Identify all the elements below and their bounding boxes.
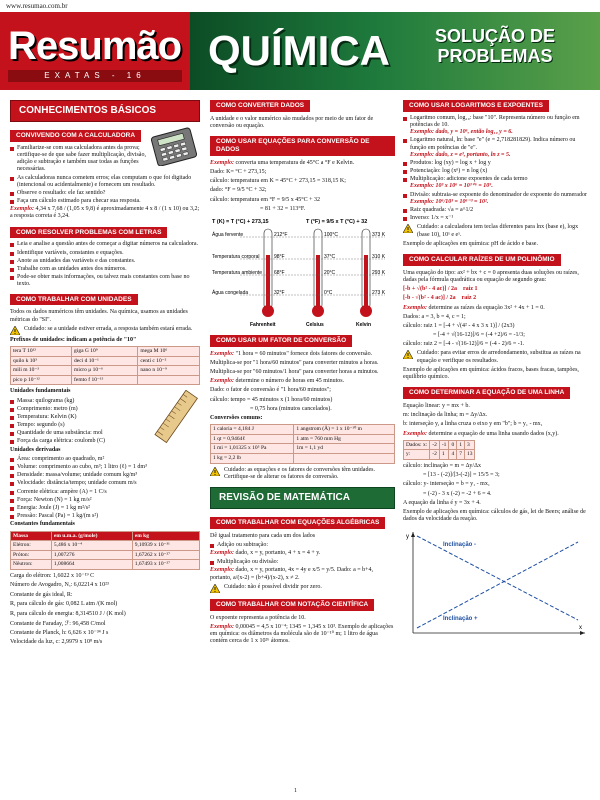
- list-item: [403, 137, 590, 159]
- factor-line: Multiplica-se por "60 minutos/1 hora" para converter horas a minutos.: [210, 369, 379, 376]
- example-text: determine o número de horas em 45 minutos.: [235, 378, 345, 385]
- log-item-text: Divisão: subtraia-se expoente do denominador de expoente do numerador: [410, 191, 587, 198]
- brand-block: [0, 12, 190, 90]
- column-2: [210, 100, 395, 647]
- example-text: dado, x = y, portanto, 4x = 4y e x/5 = y/5. Dado: a = b+4, portanto, a/(x-2) = (b+4)/(x-2), x ≠ 2.: [210, 567, 374, 581]
- factor-calc: cálculo: tempo = 45 minutos x (1 hora/60 minutos): [210, 396, 333, 403]
- list-item: Leia e analise a questão antes de começar a digitar números na calculadora.: [10, 241, 200, 248]
- table-cell: mili m 10⁻³: [11, 366, 72, 376]
- list-item: Produtos: log (xy) = log x + log y: [403, 160, 590, 167]
- list-item: As calculadoras nunca cometem erros; elas computam o que foi digitado (intencional ou acidentalmente) e fornecem um resultado.: [10, 175, 200, 189]
- formula-text: [-b + √(b² - 4 ac)] / 2a: [403, 286, 458, 293]
- alg-example-1: [210, 550, 395, 557]
- planck-constant: Constante de Planck, h: 6,626 x 10⁻³⁴ J s: [10, 630, 109, 637]
- table-cell: giga G 10⁹: [72, 346, 138, 356]
- table-cell: micro μ 10⁻⁶: [72, 366, 138, 376]
- units-box-title: COMO TRABALHAR COM UNIDADES: [10, 294, 138, 306]
- negative-slope-label: Inclinação -: [443, 542, 477, 549]
- therm-name: Celsius: [306, 321, 324, 328]
- warning-icon: [210, 467, 220, 476]
- table-cell: 1,007276: [51, 550, 132, 560]
- table-cell: 1: [457, 440, 465, 450]
- x-axis-arrow: [580, 631, 585, 635]
- table-header-row: [11, 531, 200, 541]
- electron-charge: Carga do elétron: 1,6022 x 10⁻¹⁹ C: [10, 572, 95, 579]
- warning-text: Cuidado: não é possível dividir por zero.: [224, 583, 322, 590]
- list-item: Força: Newton (N) = 1 kg m/s²: [10, 497, 200, 504]
- line-application: Exemplo de aplicações em química: cálculos de gás, lei de Beers; análise de dados da velocidade da reação.: [403, 508, 586, 523]
- column-1: [10, 100, 200, 648]
- table-cell: deci d 10⁻¹: [72, 356, 138, 366]
- subtitle-line-1: SOLUÇÃO DE: [434, 26, 555, 46]
- list-item: Pode-se obter mais informações, ou talvez mais constantes com base no texto.: [10, 274, 200, 288]
- avogadro-number: Número de Avogadro, Nₐ: 6,02214 x 10²³: [10, 582, 109, 589]
- roots-box-title: COMO CALCULAR RAÍZES DE UM POLINÔMIO: [403, 254, 561, 266]
- table-cell: 1: [439, 450, 449, 460]
- table-cell: femto f 10⁻¹⁵: [72, 375, 138, 385]
- table-cell: tera T 10¹²: [11, 346, 72, 356]
- subtitle-line-2: PROBLEMAS: [437, 46, 553, 66]
- list-item: Familiarize-se com sua calculadora antes da prova; certifique-se de que sabe fazer multiplicação, divisão, adição e subtração e também usar todas as funções necessárias.: [10, 145, 200, 174]
- list-item: [403, 176, 590, 190]
- list-item: Velocidade: distância/tempo; unidade comum m/s: [10, 480, 200, 487]
- list-item: Potenciação: log (xⁿ) = n log (x): [403, 168, 590, 175]
- table-cell: 0: [449, 440, 457, 450]
- derived-list: [10, 456, 200, 521]
- alg-list: [210, 542, 395, 549]
- log-box-title: COMO USAR LOGARITMOS E EXPOENTES: [403, 100, 549, 112]
- list-item: Área: comprimento ao quadrado, m²: [10, 456, 200, 463]
- roots-data: Dados: a = 3, b = 4, c = 1;: [403, 313, 466, 320]
- table-cell: [294, 453, 395, 463]
- therm-label: Temperatura corporal: [212, 253, 260, 260]
- convert-box-title: COMO CONVERTER DADOS: [210, 100, 310, 112]
- list-item: Inverso: 1/x = x⁻¹: [403, 215, 590, 222]
- log-item-text: Multiplicação: adicione expoentes de cada termo: [410, 176, 528, 183]
- line-equation: Equação linear: y = mx + b.: [403, 403, 470, 410]
- line-calc: cálculo: inclinação = m = Δy/Δx: [403, 462, 481, 469]
- example-label: Exemplo:: [210, 350, 234, 357]
- list-item: Comprimento: metro (m): [10, 406, 200, 413]
- list-item: Anote as unidades das variáveis e das constantes.: [10, 258, 200, 265]
- therm-k-value: 293 K: [372, 269, 386, 276]
- root-formula-1: [403, 286, 590, 293]
- therm-f-value: 68°F: [274, 269, 285, 276]
- list-item: Adição ou subtração:: [210, 542, 395, 549]
- table-cell: -1: [439, 440, 449, 450]
- positive-slope-line: [417, 542, 578, 628]
- alg-list-2: [210, 559, 395, 566]
- sci-example: [210, 624, 395, 646]
- factor-box-title: COMO USAR UM FATOR DE CONVERSÃO: [210, 335, 352, 347]
- calc-box-title: CONVIVENDO COM A CALCULADORA: [10, 130, 141, 142]
- factor-warning: [210, 467, 395, 481]
- derived-title: Unidades derivadas: [10, 446, 61, 453]
- page-header: [0, 12, 600, 90]
- gas-constant-title: Constante de gás ideal, R:: [10, 592, 73, 599]
- factor-calc: = 0,75 hora (minutos cancelados).: [250, 405, 332, 412]
- list-item: Temperatura: Kelvin (K): [10, 414, 200, 421]
- alg-box-title: COMO TRABALHAR COM EQUAÇÕES ALGÉBRICAS: [210, 517, 385, 529]
- table-cell: 1,67262 x 10⁻²⁷: [132, 550, 199, 560]
- page-subtitle: [420, 26, 570, 66]
- sci-intro: O expoente representa a potência de 10.: [210, 614, 306, 621]
- formula-label: raiz 1: [463, 286, 478, 293]
- list-item: Energia: Joule (J) = 1 kg m²/s²: [10, 505, 200, 512]
- example-text: determine as raízes da equação 3x² + 4x + 1 = 0.: [428, 304, 545, 311]
- prefix-title: Prefixos de unidades: indicam a potência de "10": [10, 336, 137, 343]
- table-row: [211, 434, 395, 444]
- alg-example-2: [210, 567, 395, 581]
- therm-c-value: 37°C: [324, 253, 336, 260]
- table-cell: 1 mi = 1,01325 x 10⁵ Pa: [211, 444, 294, 454]
- log-item-text: Logaritmo comum, log₁₀: base "10". Representa número ou função em potências de 10.: [410, 114, 580, 128]
- alg-intro: Dê igual tratamento para cada um dos lados: [210, 532, 316, 539]
- list-item: Tempo: segundo (s): [10, 422, 200, 429]
- brand-logo: Resumão: [8, 24, 182, 68]
- convert-text: A unidade e o valor numérico são mudados por meio de um fator de conversão ou equação.: [210, 115, 374, 129]
- example-text: 4,34 x 7,68 / (1,05 x 9,8) é aproximadamente 4 x 8 / (1 x 10) ou 3,2; a resposta correta é 3,24.: [10, 206, 200, 220]
- calc-example: [10, 206, 200, 220]
- const-title: Constantes fundamentais: [10, 521, 75, 528]
- warning-icon: [10, 326, 20, 335]
- table-cell: 1 kg = 2,2 lb: [211, 453, 294, 463]
- list-item: Faça um cálculo estimado para checar sua resposta.: [10, 198, 200, 205]
- table-row: [11, 366, 200, 376]
- table-cell: 1 qt = 0,9464ℓ: [211, 434, 294, 444]
- table-cell: 3: [464, 440, 475, 450]
- x-axis-label: x: [579, 625, 582, 632]
- example-label: Exemplo:: [210, 159, 234, 166]
- line-m: m: inclinação da linha; m = Δy/Δx.: [403, 412, 488, 419]
- common-table: [210, 424, 395, 463]
- log-example: Exemplo: 10³ x 10⁶ = 10³⁺⁶ = 10⁹.: [410, 183, 493, 190]
- table-cell: quilo k 10³: [11, 356, 72, 366]
- warning-icon: [403, 224, 413, 233]
- therm-c-value: 20°C: [324, 269, 336, 276]
- list-item: [403, 115, 590, 137]
- negative-slope-line: [417, 536, 578, 623]
- eq-box-title: COMO USAR EQUAÇÕES PARA CONVERSÃO DE DADOS: [210, 136, 395, 156]
- log-example: Exemplo: dado, z = e³, portanto, ln z = 5.: [410, 151, 511, 158]
- list-item: Raiz quadrada: √a = a^1/2: [403, 207, 590, 214]
- table-row: [11, 550, 200, 560]
- eq-line: cálculo: temperatura em K = 45°C + 273,15 = 318,15 K;: [210, 178, 346, 185]
- therm-k-value: 273 K: [372, 289, 386, 296]
- example-text: "1 hora = 60 minutos" fornece dois fatores de conversão.: [235, 350, 373, 357]
- table-header: Massa: [11, 531, 52, 541]
- log-example: Exemplo: 10⁶/10³ = 10⁶⁻³ = 10².: [410, 198, 489, 205]
- list-item: Pressão: Pascal (Pa) = 1 kg/(m s²): [10, 513, 200, 520]
- therm-label: Água congelada: [212, 289, 249, 296]
- table-row: [211, 425, 395, 435]
- page-title: QUÍMICA: [208, 27, 390, 74]
- roots-warning: [403, 350, 590, 364]
- table-cell: 7: [457, 450, 465, 460]
- factor-example: [210, 351, 395, 358]
- eq-line: Dado: K= °C + 273,15;: [210, 168, 267, 175]
- gas-constant-1: R, para cálculo de gás: 0,082 L atm /(K mol): [10, 601, 118, 608]
- list-item: Densidade: massa/volume; unidade comum kg/m³: [10, 472, 200, 479]
- table-cell: mega M 10⁶: [138, 346, 200, 356]
- list-item: Corrente elétrica: ampère (A) = 1 C/s: [10, 489, 200, 496]
- site-url: www.resumao.com.br: [6, 2, 68, 10]
- list-item: Observe o resultado: ele faz sentido?: [10, 190, 200, 197]
- list-item: Massa: quilograma (kg): [10, 398, 200, 405]
- log-application: Exemplo de aplicações em química: pH de ácido e base.: [403, 240, 538, 247]
- therm-name: Fahrenheit: [250, 321, 276, 328]
- eq-line: cálculo: temperatura em °F = 9/5 x 45°C + 32: [210, 196, 321, 203]
- therm-k-value: 310 K: [372, 253, 386, 260]
- table-cell: Nêutron:: [11, 560, 52, 570]
- example-text: 0,00045 = 4,5 x 10⁻⁴; 1345 = 1,345 x 10³. Exemplo de aplicações em química: os diâmetros da molécula são de 10⁻¹⁰ m; 1 litro de água contém cerca de 1 x 10²⁶ átomos.: [210, 623, 394, 645]
- example-label: Exemplo:: [403, 430, 427, 437]
- example-label: Exemplo:: [210, 623, 234, 630]
- table-cell: 13: [464, 450, 475, 460]
- page-number: 1: [294, 788, 297, 794]
- warning-icon: [210, 584, 220, 593]
- title-banner: [190, 12, 600, 90]
- roots-example: [403, 305, 590, 312]
- factor-calc: Dado: o fator de conversão é "1 hora/60 minutos";: [210, 387, 331, 394]
- formula-label: raiz 2: [461, 295, 477, 302]
- formula-text: [-b - √(b² - 4 ac)] / 2a: [403, 295, 456, 302]
- slope-graph: [403, 528, 590, 638]
- roots-calc: = [-4 + √(16-12)]/6 = (-4 +2)/6 = -1/3;: [433, 332, 525, 339]
- log-example: Exemplo: dado, y = 10⁶, então log₁₀ y = 6.: [410, 129, 513, 136]
- line-calc: = [13 - (-2)]/[3-(-2)] = 15/5 = 3;: [423, 472, 500, 479]
- therm-c-value: 100°C: [324, 231, 338, 238]
- table-cell: [138, 375, 200, 385]
- therm-label: Água fervente: [212, 231, 244, 238]
- therm-header-2: T (°F) = 9/5 x T (°C) + 32: [306, 218, 368, 225]
- eq-line: dado: °F = 9/5 °C + 32;: [210, 187, 267, 194]
- eq-line: = 81 + 32 = 113°F.: [260, 205, 306, 212]
- gas-constant-2: R, para cálculo de energia: 8,314510 J / (K mol): [10, 610, 126, 617]
- therm-f-value: 32°F: [274, 289, 285, 296]
- therm-label: Temperatura ambiente: [212, 269, 263, 276]
- const-table: [10, 531, 200, 570]
- line-calc: = (-2) - 3 x (-2) = -2 + 6 = 4.: [423, 490, 492, 497]
- column-3: [403, 100, 590, 641]
- table-cell: Elétron:: [11, 541, 52, 551]
- table-cell: 1 angstrom (Å) = 1 x 10⁻¹⁰ m: [294, 425, 395, 435]
- list-item: Força da carga elétrica: coulomb (C): [10, 438, 200, 445]
- brand-subtitle: EXATAS - 16: [8, 70, 182, 82]
- table-row: [404, 440, 475, 450]
- line-result: A equação da linha é y = 3x + 4.: [403, 499, 481, 506]
- root-formula-2: [403, 295, 590, 302]
- table-cell: nano n 10⁻⁹: [138, 366, 200, 376]
- roots-application: Exemplo de aplicações em química: ácidos fracos, bases fracas, tampões, equilíbrio químico.: [403, 366, 579, 381]
- positive-slope-label: Inclinação +: [443, 616, 478, 623]
- y-axis-label: y: [406, 534, 409, 541]
- roots-calc: cálculo: raiz 2 = [-4 - √(16-12)]/6 = (-4 - 2)/6 = -1.: [403, 341, 525, 348]
- table-cell: centi c 10⁻²: [138, 356, 200, 366]
- section-conhecimentos: CONHECIMENTOS BÁSICOS: [10, 100, 200, 122]
- table-cell: -2: [430, 440, 440, 450]
- fund-units-title: Unidades fundamentais: [10, 388, 71, 395]
- log-list: [403, 115, 590, 223]
- table-row: [11, 375, 200, 385]
- line-box-title: COMO DETERMINAR A EQUAÇÃO DE UMA LINHA: [403, 387, 570, 399]
- common-title: Conversões comuns:: [210, 415, 263, 421]
- list-item: Trabalhe com as unidades antes dos números.: [10, 266, 200, 273]
- letters-list: [10, 241, 200, 288]
- table-cell: -2: [430, 450, 440, 460]
- factor-example-2: [210, 378, 395, 385]
- example-text: dado, x = y, portanto, 4 + x = 4 + y.: [235, 550, 321, 557]
- calc-list: [10, 145, 200, 206]
- table-cell: 1m = 1,1 yd: [294, 444, 395, 454]
- list-item: [403, 192, 590, 206]
- warning-text: Cuidado: para evitar erros de arredondamento, substitua as raízes na equação e verifique os resultados.: [417, 350, 581, 364]
- roots-calc: cálculo: raiz 1 = [-4 + √(4² - 4 x 3 x 1)] / (2x3): [403, 322, 515, 329]
- table-cell: 5,486 x 10⁻⁴: [51, 541, 132, 551]
- table-row: [11, 346, 200, 356]
- example-text: converta uma temperatura de 45°C a °F e Kelvin.: [235, 159, 355, 166]
- list-item: Multiplicação ou divisão:: [210, 559, 395, 566]
- table-cell: 9,10939 x 10⁻³¹: [132, 541, 199, 551]
- table-cell: 1,67493 x 10⁻²⁷: [132, 560, 199, 570]
- line-calc: cálculo: y- interseção = b = y₁ - mx₁: [403, 481, 490, 488]
- log-warning: [403, 224, 590, 238]
- y-axis-arrow: [411, 532, 415, 537]
- fund-units-list: [10, 398, 200, 446]
- list-item: Volume: comprimento ao cubo, m³; 1 litro (ℓ) = 1 dm³: [10, 464, 200, 471]
- example-label: Exemplo:: [10, 206, 34, 213]
- table-cell: 1 atm = 760 mm Hg: [294, 434, 395, 444]
- alg-warning: [210, 584, 395, 593]
- log-item-text: Logaritmo natural, ln: base "e" (e = 2,718281829). Indica número ou função em potências de "e".: [410, 137, 576, 151]
- example-label: Exemplo:: [403, 304, 427, 311]
- therm-k-value: 373 K: [372, 231, 386, 238]
- line-data-table: [403, 440, 475, 460]
- table-row: [211, 453, 395, 463]
- table-cell: pico p 10⁻¹²: [11, 375, 72, 385]
- table-header: em kg: [132, 531, 199, 541]
- list-item: Identifique variáveis, constantes e equações.: [10, 250, 200, 257]
- table-cell: 1 caloria = 4,184 J: [211, 425, 294, 435]
- therm-name: Kelvin: [356, 321, 372, 328]
- line-example: [403, 431, 590, 438]
- faraday-constant: Constante de Faraday, ℱ: 96,458 C/mol: [10, 620, 106, 627]
- example-label: Exemplo:: [210, 550, 234, 557]
- light-speed: Velocidade da luz, c: 2,9979 x 10⁸ m/s: [10, 639, 103, 646]
- example-label: Exemplo:: [210, 567, 234, 574]
- warning-text: Cuidado: a calculadora tem teclas diferentes para lnx (base e), logx (base 10), 10ˣ e eˣ.: [417, 224, 579, 238]
- table-header: em u.m.a. (g/mole): [51, 531, 132, 541]
- example-label: Exemplo:: [210, 378, 234, 385]
- table-cell: Dados: x:: [404, 440, 430, 450]
- example-text: determine a equação de uma linha usando dados (x,y).: [428, 430, 559, 437]
- warning-icon: [403, 350, 413, 359]
- table-cell: 4: [449, 450, 457, 460]
- table-row: [11, 356, 200, 366]
- prefix-table: [10, 346, 200, 385]
- sci-box-title: COMO TRABALHAR COM NOTAÇÃO CIENTÍFICA: [210, 599, 374, 611]
- therm-c-value: 0°C: [324, 289, 333, 296]
- table-row: [11, 560, 200, 570]
- factor-line: Multiplica-se por "1 hora/60 minutos" para converter minutos a horas.: [210, 359, 379, 366]
- therm-f-value: 98°F: [274, 253, 285, 260]
- table-cell: 1,008664: [51, 560, 132, 570]
- units-intro: Todos os dados numéricos têm unidades. Na química, usamos as unidades métricas do "SI".: [10, 309, 188, 323]
- table-cell: Próton:: [11, 550, 52, 560]
- therm-header-1: T (K) = T (°C) + 273,15: [212, 218, 269, 225]
- therm-f-value: 212°F: [274, 231, 288, 238]
- roots-intro: Uma equação do tipo: ax² + bx + c = 0 apresenta duas soluções ou raízes, dadas pela fórmula quadrática ou equação de segundo grau:: [403, 269, 579, 283]
- table-row: [211, 444, 395, 454]
- table-cell: y:: [404, 450, 430, 460]
- line-b: b: interseção y, a linha cruza o eixo y em "b"; b = y₁ - mx₁: [403, 421, 543, 428]
- table-row: [11, 541, 200, 551]
- table-row: [404, 450, 475, 460]
- warning-text: Cuidado: se a unidade estiver errada, a resposta também estará errada.: [24, 325, 193, 332]
- section-matematica: REVISÃO DE MATEMÁTICA: [210, 487, 395, 509]
- warning-text: Cuidado: as equações e os fatores de conversões têm unidades. Certifique-se de alterar os fatores de conversão.: [224, 466, 375, 480]
- units-warning: [10, 326, 200, 335]
- letters-box-title: COMO RESOLVER PROBLEMAS COM LETRAS: [10, 227, 167, 239]
- list-item: Quantidade de uma substância: mol: [10, 430, 200, 437]
- eq-example: [210, 160, 395, 167]
- thermometer-diagram: [210, 215, 395, 329]
